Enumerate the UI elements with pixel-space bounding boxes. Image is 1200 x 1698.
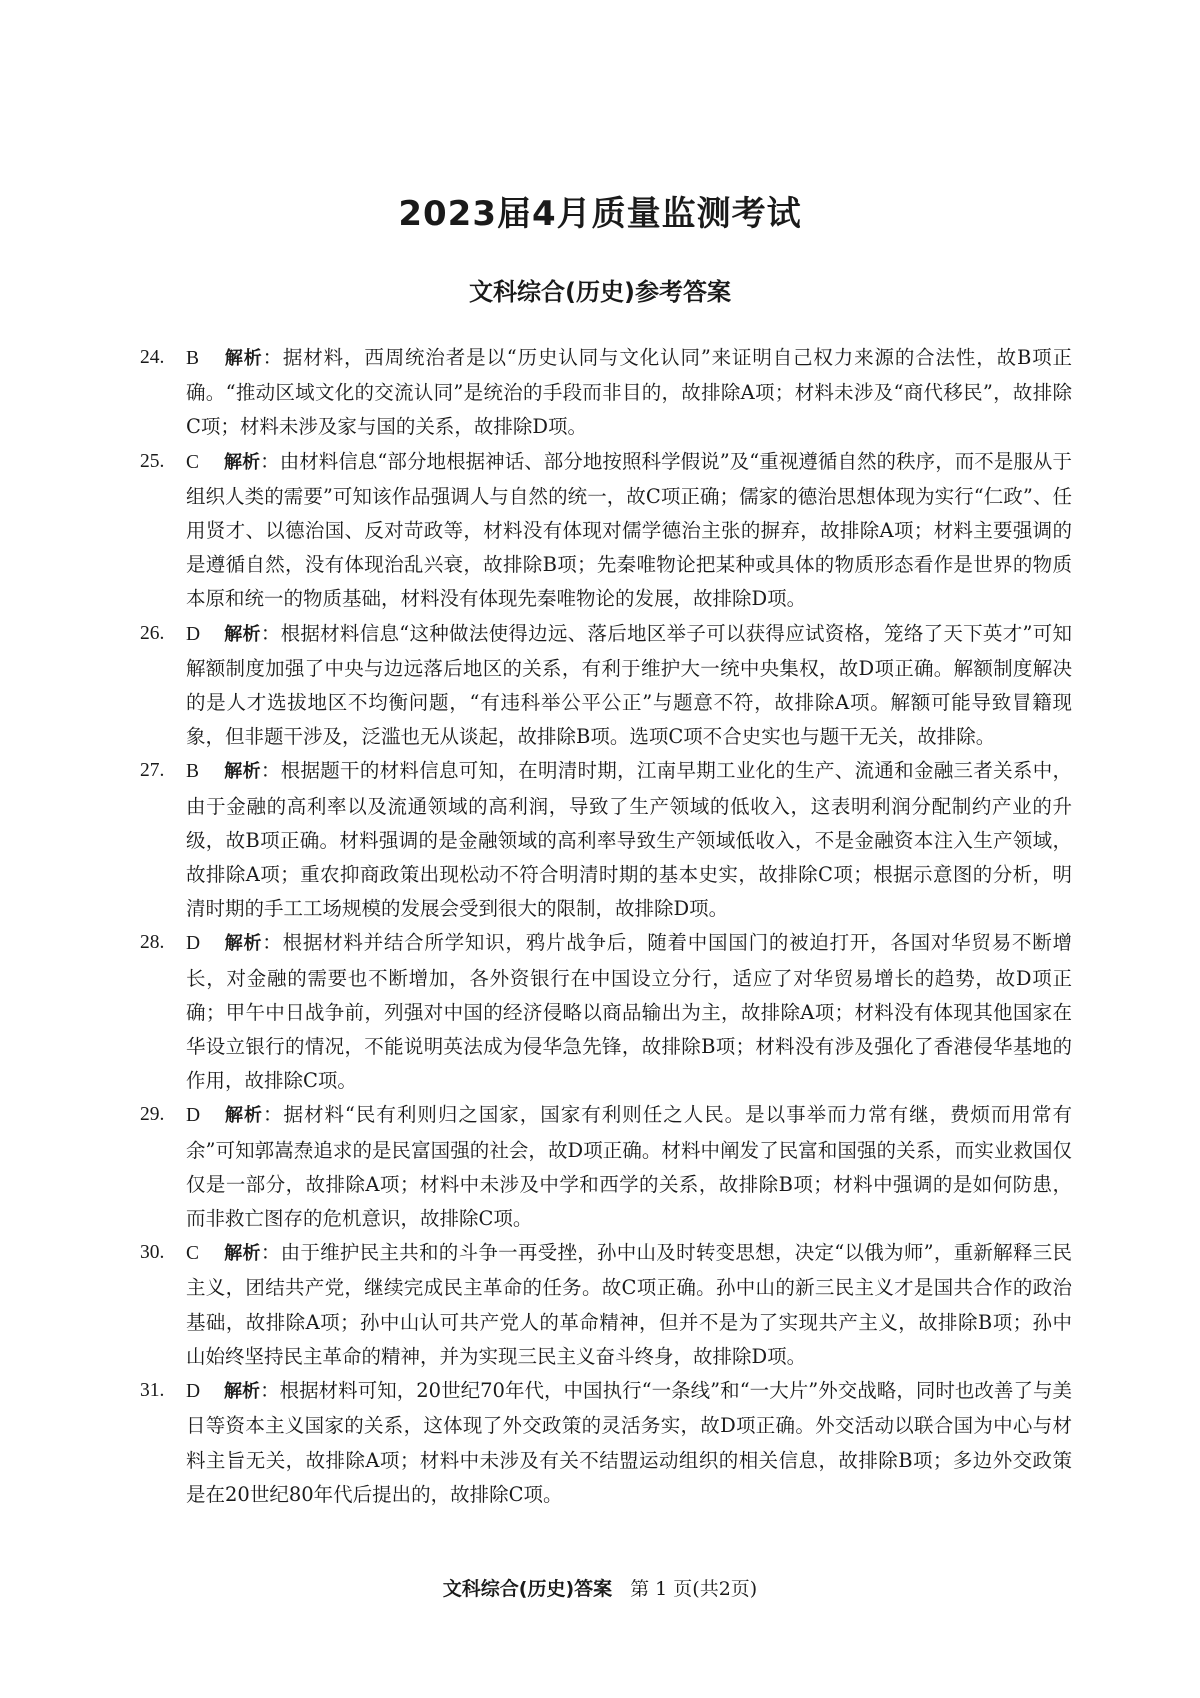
answer-item-25: 25. C 解析：由材料信息“部分地根据神话、部分地按照科学假说”及“重视遵循自然的秩序，而不是服从于组织人类的需要”可知该作品强调人与自然的统一，故C项正确；儒家的德治思想体现为实行“仁政”、任用贤才、以德治国、反对苛政等，材料没有体现对儒学德治主张的摒弃，故排除A项；材料主要强调的是遵循自然，没有体现治乱兴衰，故排除B项；先秦唯物论把某种或具体的物质形态看作是世界的物质本原和统一的物质基础，材料没有体现先秦唯物论的发展，故排除D项。 (140, 445, 1072, 617)
answer-choice: D (186, 623, 201, 645)
answer-list (140, 341, 1072, 1512)
footer-title: 文科综合(历史)答案 (442, 1578, 613, 1600)
analysis-label: 解析 (224, 348, 263, 369)
question-number: 30. (140, 1242, 165, 1264)
analysis-label: 解析 (224, 933, 263, 955)
answer-choice: D (186, 1105, 201, 1127)
answer-text: 由于维护民主共和的斗争一再受挫，孙中山及时转变思想，决定“以俄为师”，重新解释三民主义，团结共产党，继续完成民主革命的任务。故C项正确。孙中山的新三民主义才是国共合作的政治基础，故排除A项；孙中山认可共产党人的革命精神，但并不是为了实现共产主义，故排除B项；孙中山始终坚持民主革命的精神，并为实现三民主义奋斗终身，故排除D项。 (186, 1241, 1072, 1368)
question-number: 27. (140, 760, 165, 782)
answer-text: 由材料信息“部分地根据神话、部分地按照科学假说”及“重视遵循自然的秩序，而不是服从于组织人类的需要”可知该作品强调人与自然的统一，故C项正确；儒家的德治思想体现为实行“仁政”、任用贤才、以德治国、反对苛政等，材料没有体现对儒学德治主张的摒弃，故排除A项；材料主要强调的是遵循自然，没有体现治乱兴衰，故排除B项；先秦唯物论把某种或具体的物质形态看作是世界的物质本原和统一的物质基础，材料没有体现先秦唯物论的发展，故排除D项。 (186, 449, 1072, 611)
answer-item-31: 31. D 解析：根据材料可知，20世纪70年代，中国执行“一条线”和“一大片”外交战略，同时也改善了与美日等资本主义国家的关系，这体现了外交政策的灵活务实，故D项正确。外交活动以联合国为中心与材料主旨无关，故排除A项；材料中未涉及有关不结盟运动组织的相关信息，故排除B项；多边外交政策是在20世纪80年代后提出的，故排除C项。 (140, 1374, 1072, 1512)
analysis-label: 解析 (224, 451, 261, 473)
answer-text: 根据材料可知，20世纪70年代，中国执行“一条线”和“一大片”外交战略，同时也改善了与美日等资本主义国家的关系，这体现了外交政策的灵活务实，故D项正确。外交活动以联合国为中心与材料主旨无关，故排除A项；材料中未涉及有关不结盟运动组织的相关信息，故排除B项；多边外交政策是在20世纪80年代后提出的，故排除C项。 (186, 1379, 1072, 1506)
question-number: 26. (140, 622, 165, 644)
page-footer (0, 1574, 1200, 1601)
answer-text: 据材料，西周统治者是以“历史认同与文化认同”来证明自己权力来源的合法性，故B项正确。“推动区域文化的交流认同”是统治的手段而非目的，故排除A项；材料未涉及“商代移民”，故排除C项；材料未涉及家与国的关系，故排除D项。 (186, 346, 1072, 439)
answer-choice: C (186, 451, 200, 473)
analysis-label: 解析 (224, 1105, 263, 1127)
analysis-label: 解析 (224, 623, 261, 645)
answer-text: 根据材料并结合所学知识，鸦片战争后，随着中国国门的被迫打开，各国对华贸易不断增长，对金融的需要也不断增加，各外资银行在中国设立分行，适应了对华贸易增长的趋势，故D项正确；甲午中日战争前，列强对中国的经济侵略以商品输出为主，故排除A项；材料没有体现其他国家在华设立银行的情况，不能说明英法成为侵华急先锋，故排除B项；材料没有涉及强化了香港侵华基地的作用，故排除C项。 (186, 931, 1072, 1093)
question-number: 28. (140, 932, 165, 954)
answer-item-30: 30. C 解析：由于维护民主共和的斗争一再受挫，孙中山及时转变思想，决定“以俄为师”，重新解释三民主义，团结共产党，继续完成民主革命的任务。故C项正确。孙中山的新三民主义才是国共合作的政治基础，故排除A项；孙中山认可共产党人的革命精神，但并不是为了实现共产主义，故排除B项；孙中山始终坚持民主革命的精神，并为实现三民主义奋斗终身，故排除D项。 (140, 1236, 1072, 1374)
answer-item-26: 26. D 解析：根据材料信息“这种做法使得边远、落后地区举子可以获得应试资格，笼络了天下英才”可知解额制度加强了中央与边远落后地区的关系，有利于维护大一统中央集权，故D项正确。解额制度解决的是人才选拔地区不均衡问题，“有违科举公平公正”与题意不符，故排除A项。解额可能导致冒籍现象，但非题干涉及，泛滥也无从谈起，故排除B项。选项C项不合史实也与题干无关，故排除。 (140, 617, 1072, 755)
answer-choice: B (186, 348, 200, 369)
answer-item-27: 27. B 解析：根据题干的材料信息可知，在明清时期，江南早期工业化的生产、流通和金融三者关系中，由于金融的高利率以及流通领域的高利润，导致了生产领域的低收入，这表明利润分配制约产业的升级，故B项正确。材料强调的是金融领域的高利率导致生产领域低收入，不是金融资本注入生产领域，故排除A项；重农抑商政策出现松动不符合明清时期的基本史实，故排除C项；根据示意图的分析，明清时期的手工工场规模的发展会受到很大的限制，故排除D项。 (140, 754, 1072, 926)
answer-item-28: 28. D 解析：根据材料并结合所学知识，鸦片战争后，随着中国国门的被迫打开，各国对华贸易不断增长，对金融的需要也不断增加，各外资银行在中国设立分行，适应了对华贸易增长的趋势，故D项正确；甲午中日战争前，列强对中国的经济侵略以商品输出为主，故排除A项；材料没有体现其他国家在华设立银行的情况，不能说明英法成为侵华急先锋，故排除B项；材料没有涉及强化了香港侵华基地的作用，故排除C项。 (140, 926, 1072, 1098)
answer-choice: D (186, 1381, 201, 1403)
analysis-label: 解析 (224, 1243, 261, 1265)
answer-text: 根据材料信息“这种做法使得边远、落后地区举子可以获得应试资格，笼络了天下英才”可知解额制度加强了中央与边远落后地区的关系，有利于维护大一统中央集权，故D项正确。解额制度解决的是人才选拔地区不均衡问题，“有违科举公平公正”与题意不符，故排除A项。解额可能导致冒籍现象，但非题干涉及，泛滥也无从谈起，故排除B项。选项C项不合史实也与题干无关，故排除。 (186, 621, 1072, 749)
answer-text: 根据题干的材料信息可知，在明清时期，江南早期工业化的生产、流通和金融三者关系中，由于金融的高利率以及流通领域的高利润，导致了生产领域的低收入，这表明利润分配制约产业的升级，故B项正确。材料强调的是金融领域的高利率导致生产领域低收入，不是金融资本注入生产领域，故排除A项；重农抑商政策出现松动不符合明清时期的基本史实，故排除C项；根据示意图的分析，明清时期的手工工场规模的发展会受到很大的限制，故排除D项。 (186, 759, 1072, 921)
answer-item-29: 29. D 解析：据材料“民有利则归之国家，国家有利则任之人民。是以事举而力常有继，费烦而用常有余”可知郭嵩焘追求的是民富国强的社会，故D项正确。材料中阐发了民富和国强的关系，而实业救国仅仅是一部分，故排除A项；材料中未涉及中学和西学的关系，故排除B项；材料中强调的是如何防患，而非救亡图存的危机意识，故排除C项。 (140, 1098, 1072, 1236)
analysis-label: 解析 (224, 761, 261, 783)
question-number: 25. (140, 450, 165, 472)
analysis-label: 解析 (224, 1381, 261, 1403)
answer-item-24: 24. B 解析：据材料，西周统治者是以“历史认同与文化认同”来证明自己权力来源的合法性，故B项正确。“推动区域文化的交流认同”是统治的手段而非目的，故排除A项；材料未涉及“商代移民”，故排除C项；材料未涉及家与国的关系，故排除D项。 (140, 341, 1072, 445)
answer-choice: D (186, 933, 201, 955)
question-number: 31. (140, 1380, 165, 1402)
question-number: 24. (140, 347, 165, 368)
answer-choice: C (186, 1243, 200, 1265)
page-number: 第 1 页(共2页) (630, 1578, 758, 1600)
question-number: 29. (140, 1104, 165, 1126)
answer-choice: B (186, 761, 200, 783)
answer-text: 据材料“民有利则归之国家，国家有利则任之人民。是以事举而力常有继，费烦而用常有余”可知郭嵩焘追求的是民富国强的社会，故D项正确。材料中阐发了民富和国强的关系，而实业救国仅仅是一部分，故排除A项；材料中未涉及中学和西学的关系，故排除B项；材料中强调的是如何防患，而非救亡图存的危机意识，故排除C项。 (186, 1103, 1072, 1231)
page-subtitle: 文科综合(历史)参考答案 (469, 278, 731, 306)
page-title: 2023届4月质量监测考试 (398, 194, 802, 234)
